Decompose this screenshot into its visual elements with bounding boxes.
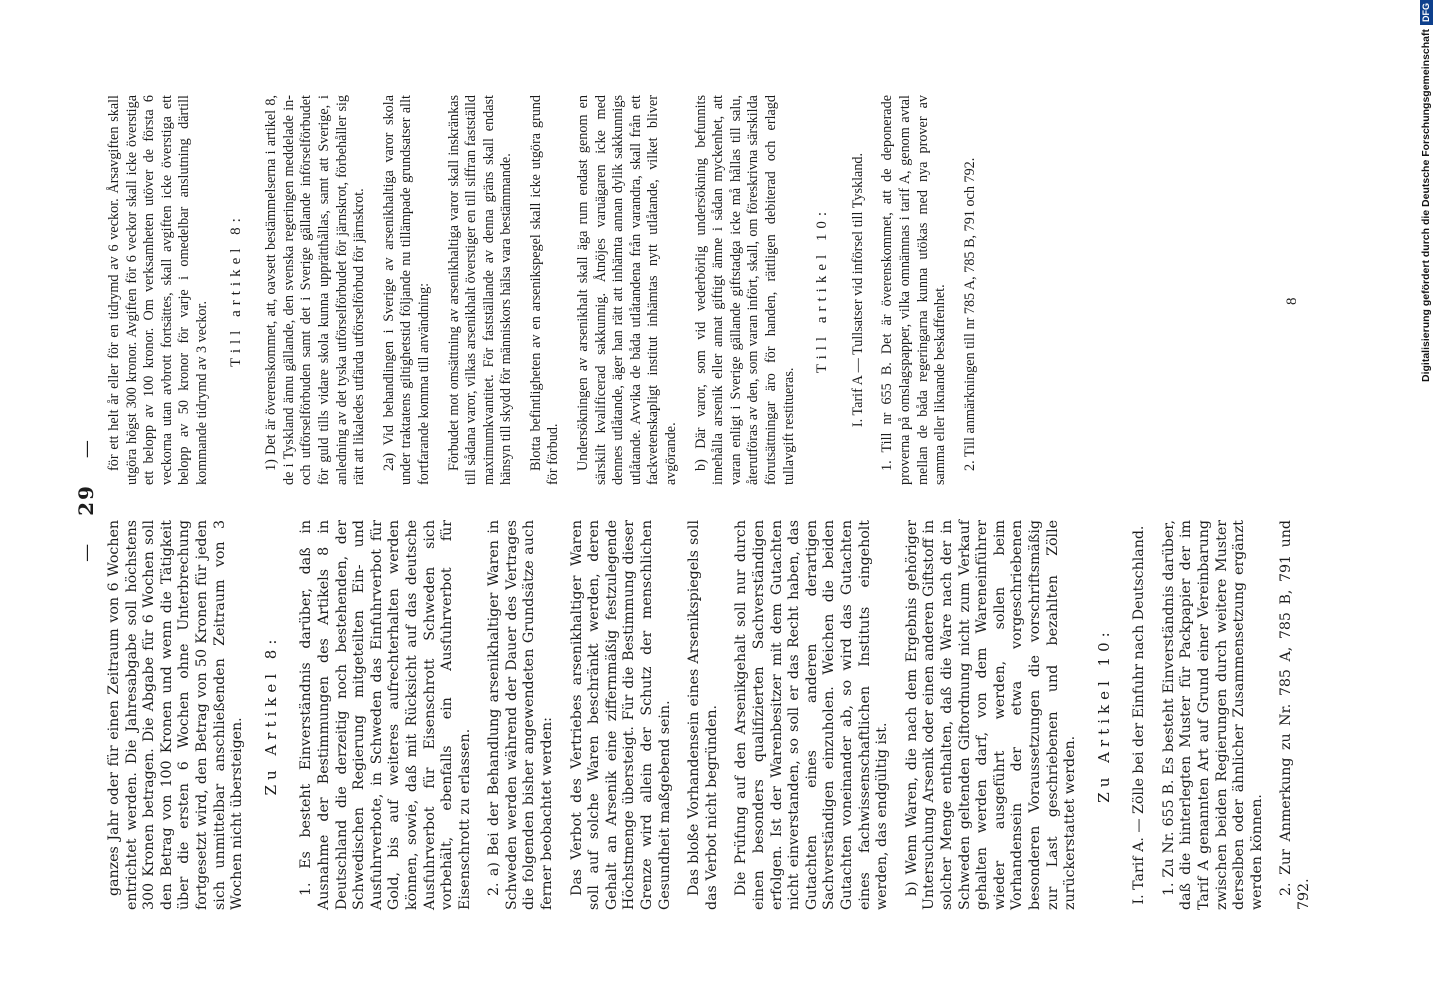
header-dash-right: —	[75, 438, 97, 459]
swedish-art10-paragraph-1: 1. Till nr 655 B. Det är överenskommet, att de deponerade proverna på omslagspapper, vilka omnämnas i tarif A, genom avtal mellan de båda regeringarna kunna utökas med nya prover av samma eller liknande beskaffenhet.	[879, 95, 949, 485]
credit-text: Digitalisierung gefördert durch die Deutsche Forschungsgemeinschaft	[1420, 29, 1432, 382]
german-art8-paragraph-1: 1. Es besteht Einverständnis darüber, daß in Ausnahme der Bestimmungen des Artikels 8 in Deutschland die derzeitig noch bestehenden, der Schwedischen Regierung mitgeteilten Ein- und Ausfuhrverbote, in Schweden das Einfuhrverbot für Gold, bis auf weiteres aufrechterhalten werden können, sowie, daß mit Rücksicht auf das deutsche Ausfuhrverbot für Eisenschrott Schweden sich vorbehält, ebenfalls ein Ausfuhrverbot für Eisenschrott zu erlassen.	[298, 520, 473, 910]
swedish-art10-paragraph-2: 2. Till anmärkningen till nr 785 A, 785 B, 791 och 792.	[961, 157, 978, 471]
german-art8-paragraph-4: Das bloße Vorhandensein eines Arsenikspiegels soll das Verbot nicht begründen.	[686, 520, 720, 910]
swedish-column	[106, 95, 991, 485]
swedish-art8-paragraph-3: Förbudet mot omsättning av arsenikhaltiga varor skall inskränkas till sådana varor, vilkas arsenikhalt överstiger en till siffran fastställd maximumkvantitet. För fastställande av denna gräns skall endast hänsyn till skydd för människors hälsa vara bestämmande.	[445, 95, 515, 485]
swedish-heading-article-10: Till artikel 10:	[814, 206, 831, 374]
swedish-art8-paragraph-1: 1) Det är överenskommet, att, oavsett bestämmelserna i artikel 8, de i Tyskland ännu gällande, den svenska regeringen meddelade in- och utförselförbuden samt det i Sverige gällande införselförbudet för guld tills vidare skola kunna upprätthållas, samt att Sverige, i anledning av det tyska utförselförbudet för järnskrot, förbehåller sig rätt att likaledes utfärda utförselförbud för järnskrot.	[263, 95, 368, 485]
dfg-logo: DFG	[1420, 0, 1433, 25]
german-art10-paragraph-2: 2. Zur Anmerkung zu Nr. 785 A, 785 B, 791 und 792.	[1278, 520, 1313, 910]
german-art8-paragraph-6: b) Wenn Waren, die nach dem Ergebnis gehöriger Untersuchung Arsenik oder einen anderen Giftstoff in solcher Menge enthalten, daß die Ware nach der in Schweden geltenden Giftordnung nicht zum Verkauf gehalten werden darf, von dem Wareneinführer wieder ausgeführt werden, sollen beim Vorhandensein der etwa vorgeschriebenen besonderen Voraussetzungen die vorschriftsmäßig zur Last geschriebenen und bezahlten Zölle zurückerstattet werden.	[903, 520, 1079, 910]
swedish-heading-article-8: Till artikel 8:	[227, 213, 244, 367]
german-heading-article-8: Zu Artikel 8:	[261, 634, 280, 796]
german-art8-paragraph-2: 2. a) Bei der Behandlung arsenikhaltiger Waren in Schweden werden während der Dauer des Vertrages die folgenden bisher angewendeten Grundsätze auch ferner beobachtet werden:	[486, 520, 556, 910]
swedish-art8-paragraph-6: b) Där varor, som vid vederbörlig undersökning befunnits innehålla arsenik eller annat giftigt ämne i sådan myckenhet, att varan enligt i Sverige gällande giftstadga icke må hållas till salu, återutföras av den, som varan infört, skall, om föreskrivna särskilda förutsättningar äro för handen, rättligen debiterad och erlagd tullavgift restitueras.	[692, 95, 797, 485]
german-art8-paragraph-3: Das Verbot des Vertriebes arsenikhaltiger Waren soll auf solche Waren beschränkt werden, deren Gehalt an Arsenik eine ziffernmäßig festzulegende Höchstmenge übersteigt. Für die Bestimmung dieser Grenze wird allein der Schutz der menschlichen Gesundheit maßgebend sein.	[568, 520, 673, 910]
german-tariff-heading: I. Tarif A. — Zölle bei der Einfuhr nach Deutschland.	[1131, 525, 1148, 905]
page-header	[74, 0, 98, 1000]
german-intro-paragraph: ganzes Jahr oder für einen Zeitraum von 6 Wochen entrichtet werden. Die Jahresabgabe soll höchstens 300 Kronen betragen. Die Abgabe für 6 Wochen soll den Betrag von 100 Kronen und wenn die Tätigkeit über die ersten 6 Wochen ohne Unterbrechung fortgesetzt wird, den Betrag von 50 Kronen für jeden sich unmittelbar anschließenden Zeitraum von 3 Wochen nicht übersteigen.	[106, 520, 246, 910]
page-number: 29	[74, 484, 98, 516]
swedish-art8-paragraph-5: Undersökningen av arsenikhalt skall äga rum endast genom en särskilt kvalificerad sakkunnig. Åtnöjes varuägaren icke med dennes utlåtande, äger han rätt att inhämta annan dylik sakkunnigs utlåtande. Avvika de båda utlåtandena från varandra, skall från ett fackvetenskapligt institut inhämtas nytt utlåtande, vilket bliver avgörande.	[575, 95, 680, 485]
digitization-credit	[1418, 0, 1434, 1000]
page-footer-mark: 8	[1284, 297, 1300, 305]
header-dash-left: —	[75, 541, 97, 562]
german-art10-paragraph-1: 1. Zu Nr. 655 B. Es besteht Einverständnis darüber, daß die hinterlegten Muster für Packpapier der im Tarif A genannten Art auf Grund einer Vereinbarung zwischen beiden Regierungen durch weitere Muster derselben oder ähnlicher Zusammensetzung ergänzt werden können.	[1160, 520, 1265, 910]
swedish-intro-paragraph: för ett helt år eller för en tidrymd av 6 veckor. Årsavgiften skall utgöra högst 300 kronor. Avgiften för 6 veckor skall icke överstiga ett belopp av 100 kronor. Om verksamheten utöver de första 6 veckorna utan avbrott fortsättes, skall avgiften icke överstiga ett belopp av 50 kronor för varje i omedelbar anslutning därtill kommande tidrymd av 3 veckor.	[106, 95, 210, 485]
swedish-tariff-heading: I. Tarif A — Tullsatser vid införsel till Tyskland.	[849, 152, 866, 428]
german-art8-paragraph-5: Die Prüfung auf den Arsenikgehalt soll nur durch einen besonders qualifizierten Sachverständigen erfolgen. Ist der Warenbesitzer mit dem Gutachten nicht einverstanden, so soll er das Recht haben, das Gutachten eines anderen derartigen Sachverständigen einzuholen. Weichen die beiden Gutachten voneinander ab, so wird das Gutachten eines fachwissenschaftlichen Instituts eingeholt werden, das endgültig ist.	[733, 520, 891, 910]
german-heading-article-10: Zu Artikel 10:	[1094, 627, 1113, 803]
swedish-art8-paragraph-4: Blotta befintligheten av en arsenikspegel skall icke utgöra grund för förbud.	[527, 95, 562, 485]
german-column	[106, 520, 1326, 910]
swedish-art8-paragraph-2: 2a) Vid behandlingen i Sverige av arsenikhaltiga varor skola under traktatens giltighetstid följande nu tillämpade grundsatser allt fortfarande komma till användning:	[380, 95, 432, 485]
